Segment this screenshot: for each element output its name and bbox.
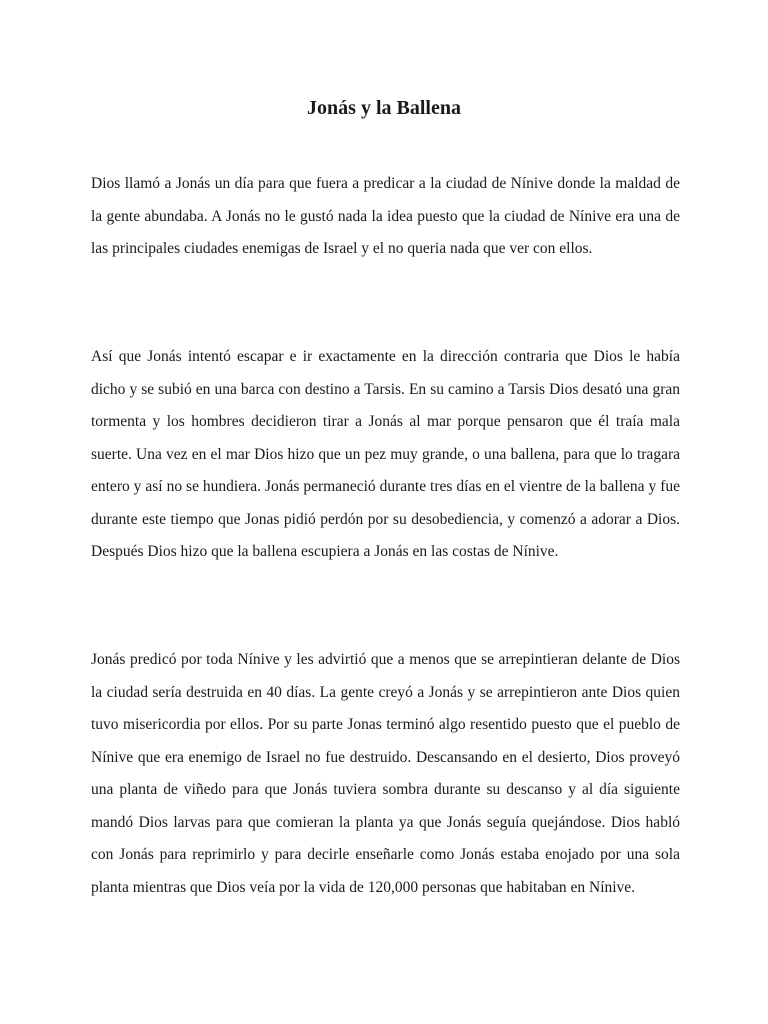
- document-title: Jonás y la Ballena: [307, 97, 461, 119]
- paragraph-3: Jonás predicó por toda Nínive y les advirtió que a menos que se arrepintieran delante de Dios la ciudad sería destruida en 40 días. La gente creyó a Jonás y se arrepintieron ante Dios quien tuvo misericordia por ellos. Por su parte Jonas terminó algo resentido puesto que el pueblo de Nínive que era enemigo de Israel no fue destruido. Descansando en el desierto, Dios proveyó una planta de viñedo para que Jonás tuviera sombra durante su descanso y al día siguiente mandó Dios larvas para que comieran la planta ya que Jonás seguía quejándose. Dios habló con Jonás para reprimirlo y para decirle enseñarle como Jonás estaba enojado por una sola planta mientras que Dios veía por la vida de 120,000 personas que habitaban en Nínive.: [91, 651, 680, 896]
- paragraph-1: Dios llamó a Jonás un día para que fuera a predicar a la ciudad de Nínive donde la maldad de la gente abundaba. A Jonás no le gustó nada la idea puesto que la ciudad de Nínive era una de las principales ciudades enemigas de Israel y el no queria nada que ver con ellos.: [91, 175, 680, 257]
- paragraph-2: Así que Jonás intentó escapar e ir exactamente en la dirección contraria que Dios le había dicho y se subió en una barca con destino a Tarsis. En su camino a Tarsis Dios desató una gran tormenta y los hombres decidieron tirar a Jonás al mar porque pensaron que él traía mala suerte. Una vez en el mar Dios hizo que un pez muy grande, o una ballena, para que lo tragara entero y así no se hundiera. Jonás permaneció durante tres días en el vientre de la ballena y fue durante este tiempo que Jonas pidió perdón por su desobediencia, y comenzó a adorar a Dios. Después Dios hizo que la ballena escupiera a Jonás en las costas de Nínive.: [91, 348, 680, 560]
